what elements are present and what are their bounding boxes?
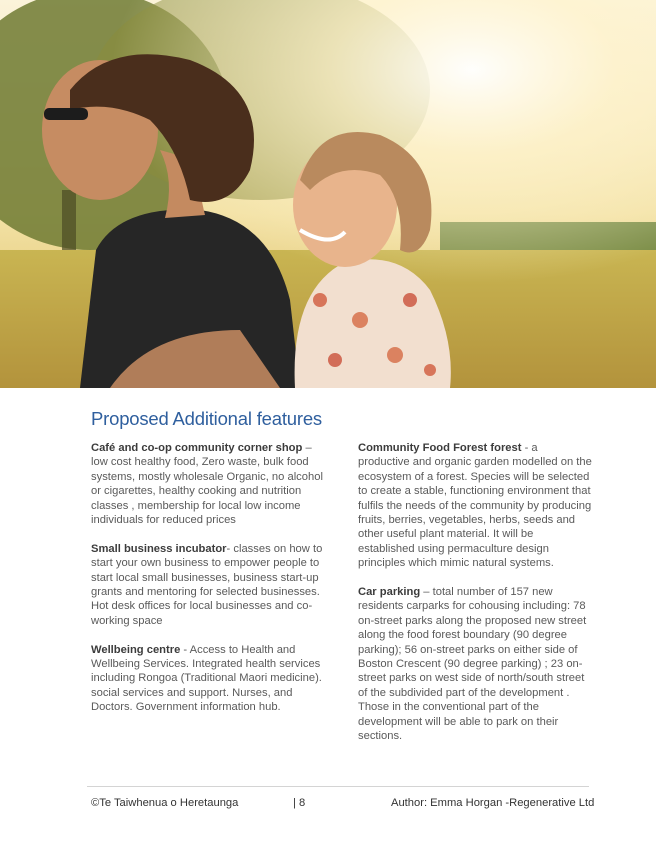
feature-wellbeing (91, 643, 323, 715)
feature-body: - Access to Health and Wellbeing Services. Integrated health services including Rongoa (Traditional Maori medicine). social services and support. Nurses, and Doctors. Government information hub. (91, 643, 322, 714)
footer-page-number: | 8 (293, 797, 306, 809)
feature-title: Café and co-op community corner shop (91, 442, 303, 454)
footer-copyright: ©Te Taiwhenua o Heretaunga (91, 797, 239, 809)
feature-cafe (91, 441, 323, 527)
feature-title: Wellbeing centre (91, 643, 181, 656)
feature-title: Car parking (358, 586, 421, 599)
features-left-column (91, 441, 323, 729)
footer-divider (87, 786, 589, 787)
feature-body: – total number of 157 new residents carparks for cohousing including: 78 on-street parks along the proposed new street along the food forest boundary (90 degree parking); 56 on-street parks on either side of Boston Crescent (90 degree parking) ; 23 on-street parks on west side of north/south street of the subdivided part of the development . Those in the conventional part of the development will be able to park on their sections. (358, 586, 587, 743)
feature-incubator (91, 542, 323, 628)
feature-body: - classes on how to start your own business to empower people to start local small businesses, business start-up grants and mentoring for selected businesses. Hot desk offices for local businesses and co-working space (91, 542, 323, 627)
feature-body: – low cost healthy food, Zero waste, bulk food systems, mostly wholesale Organic, no alcohol or cigarettes, healthy cooking and nutrition classes , membership for local low income individuals for reduced prices (91, 442, 323, 527)
features-right-column (358, 441, 592, 758)
feature-title: Small business incubator (91, 542, 227, 555)
feature-car-parking (358, 585, 592, 743)
footer-author: Author: Emma Horgan -Regenerative Ltd (391, 797, 595, 809)
hero-photo (0, 0, 656, 388)
feature-food-forest (358, 441, 592, 571)
feature-body: - a productive and organic garden modelled on the ecosystem of a forest. Species will be selected to create a stable, functioning environment that fulfils the needs of the community by producing fruits, berries, vegetables, herbs, seeds and other useful plant material. It will be established using permaculture design principles which mimic natural systems. (358, 442, 592, 570)
feature-title: Community Food Forest forest (358, 442, 522, 454)
hero-photo-illustration (0, 0, 656, 388)
section-heading: Proposed Additional features (91, 408, 322, 429)
